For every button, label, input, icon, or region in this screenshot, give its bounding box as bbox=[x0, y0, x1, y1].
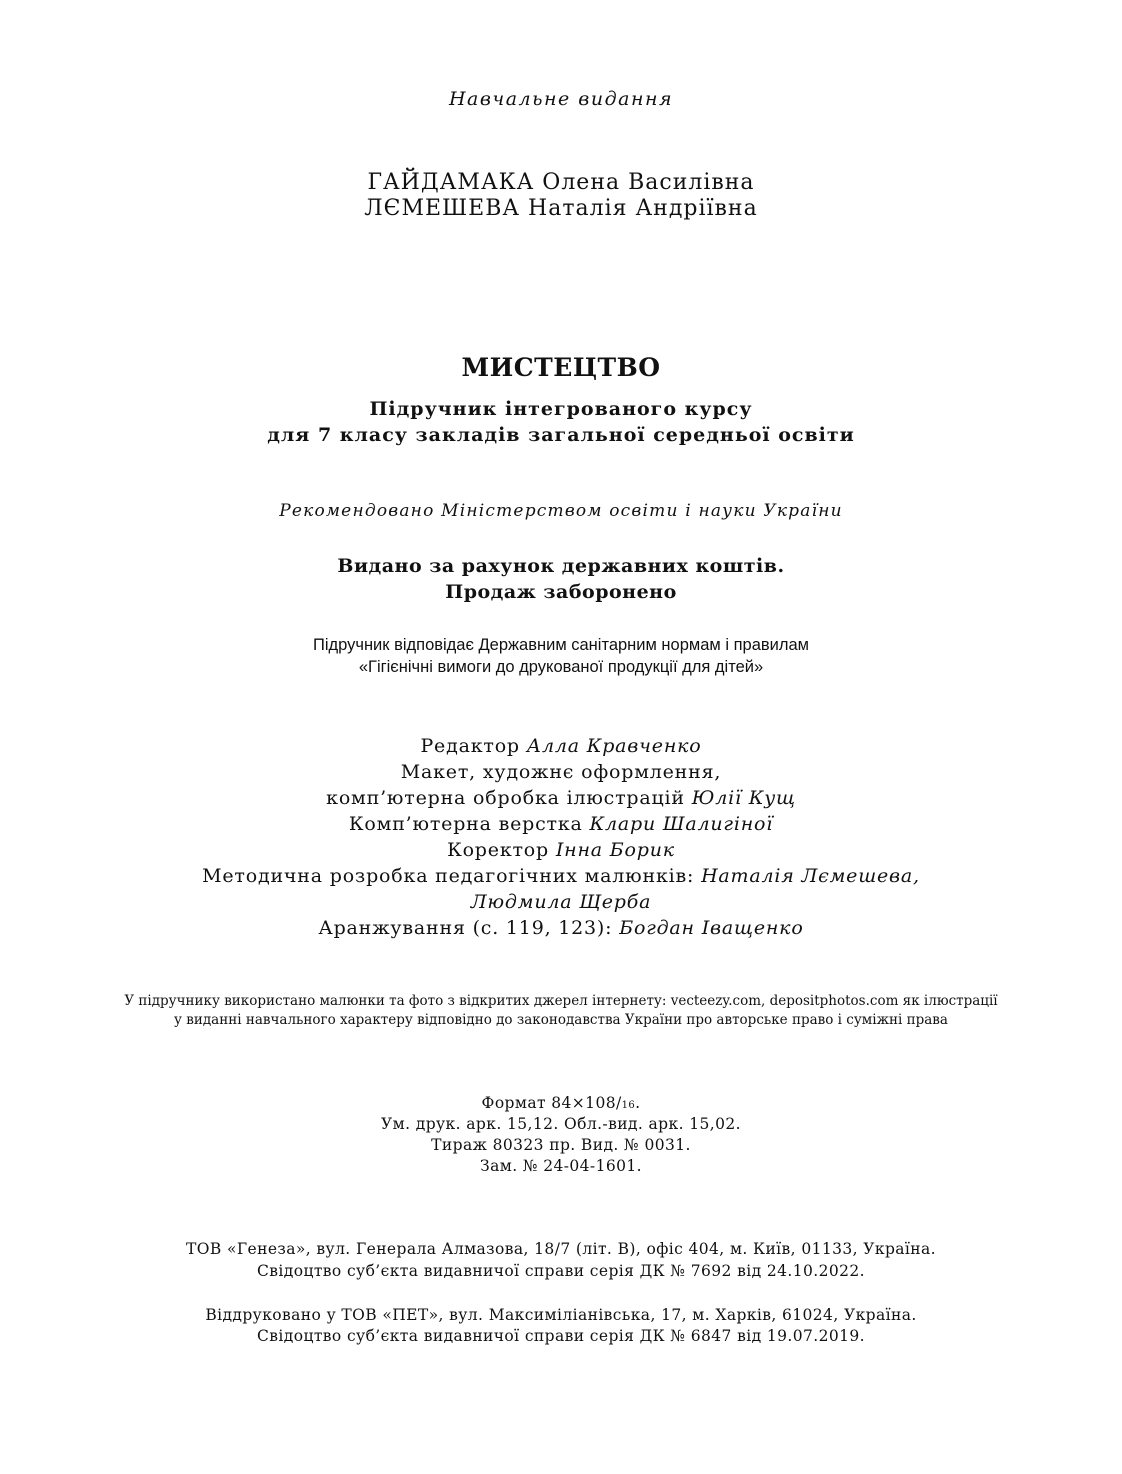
credit-illustration bbox=[0, 787, 1122, 809]
author-given-name: Олена Василівна bbox=[542, 170, 755, 195]
print-format bbox=[0, 1094, 1122, 1112]
print-circulation: Тираж 80323 пр. Вид. № 0031. bbox=[431, 1136, 691, 1154]
credit-label: Методична розробка педагогічних малюнків: bbox=[202, 865, 695, 887]
series-label: Навчальне видання bbox=[448, 88, 674, 110]
book-subtitle-line-2: для 7 класу закладів загальної середньої освіти bbox=[267, 424, 855, 446]
credit-arrangement bbox=[0, 917, 1122, 939]
sanitary-notice-line-1: Підручник відповідає Державним санітарним нормам і правилам bbox=[312, 636, 810, 654]
credit-methodology bbox=[0, 865, 1122, 887]
credit-proofreader bbox=[0, 839, 1122, 861]
print-sheets: Ум. друк. арк. 15,12. Обл.-вид. арк. 15,02. bbox=[381, 1115, 741, 1133]
sanitary-notice-line-2: «Гігієнічні вимоги до друкованої продукції для дітей» bbox=[358, 658, 764, 676]
book-subtitle-line-1: Підручник інтегрованого курсу bbox=[369, 398, 753, 420]
credit-label: Комп’ютерна верстка bbox=[348, 813, 583, 835]
image-source-notice-line-2: у виданні навчального характеру відповідно до законодавства України про авторське право і суміжні права bbox=[174, 1012, 948, 1028]
credit-label: Редактор bbox=[420, 735, 520, 757]
credit-label: Аранжування (с. 119, 123): bbox=[318, 917, 613, 939]
credit-name: Богдан Іващенко bbox=[619, 917, 804, 939]
credit-name: Юлії Кущ bbox=[691, 787, 796, 809]
book-title: МИСТЕЦТВО bbox=[461, 353, 661, 382]
format-prefix: Формат 84×108/ bbox=[481, 1094, 622, 1112]
credit-methodology-continued bbox=[0, 891, 1122, 913]
credit-name: Алла Кравченко bbox=[526, 735, 702, 757]
author-surname: ЛЄМЕШЕВА bbox=[364, 196, 521, 221]
publisher-certificate: Свідоцтво суб’єкта видавничої справи серія ДК № 7692 від 24.10.2022. bbox=[257, 1262, 865, 1280]
sale-prohibited-notice: Продаж заборонено bbox=[445, 581, 677, 603]
credit-label: комп’ютерна обробка ілюстрацій bbox=[326, 787, 685, 809]
government-funding-notice: Видано за рахунок державних коштів. bbox=[337, 555, 785, 577]
author-surname: ГАЙДАМАКА bbox=[367, 170, 535, 195]
author-given-name: Наталія Андріївна bbox=[528, 196, 758, 221]
ministry-recommendation: Рекомендовано Міністерством освіти і науки України bbox=[279, 501, 843, 521]
image-source-notice-line-1: У підручнику використано малюнки та фото з відкритих джерел інтернету: vecteezy.com, depositphotos.com як ілюстрації bbox=[124, 993, 998, 1009]
credit-name: Клари Шалигіної bbox=[589, 813, 774, 835]
credit-name: Людмила Щерба bbox=[470, 891, 652, 913]
credit-typesetting bbox=[0, 813, 1122, 835]
credit-editor bbox=[0, 735, 1122, 757]
credit-name: Інна Борик bbox=[555, 839, 675, 861]
credit-name: Наталія Лємешева, bbox=[701, 865, 920, 887]
format-fraction: 16 bbox=[621, 1100, 636, 1111]
credit-label: Макет, художнє оформлення, bbox=[400, 761, 722, 783]
printer-address: Віддруковано у ТОВ «ПЕТ», вул. Максиміліанівська, 17, м. Харків, 61024, Україна. bbox=[205, 1306, 917, 1324]
format-suffix: . bbox=[635, 1094, 641, 1112]
printer-certificate: Свідоцтво суб’єкта видавничої справи серія ДК № 6847 від 19.07.2019. bbox=[257, 1327, 865, 1345]
credit-layout bbox=[0, 761, 1122, 783]
author-line-1 bbox=[0, 170, 1122, 195]
credit-label: Коректор bbox=[447, 839, 550, 861]
publisher-address: ТОВ «Генеза», вул. Генерала Алмазова, 18/7 (літ. В), офіс 404, м. Київ, 01133, Україна. bbox=[186, 1240, 936, 1258]
print-order: Зам. № 24-04-1601. bbox=[480, 1157, 642, 1175]
author-line-2 bbox=[0, 196, 1122, 221]
